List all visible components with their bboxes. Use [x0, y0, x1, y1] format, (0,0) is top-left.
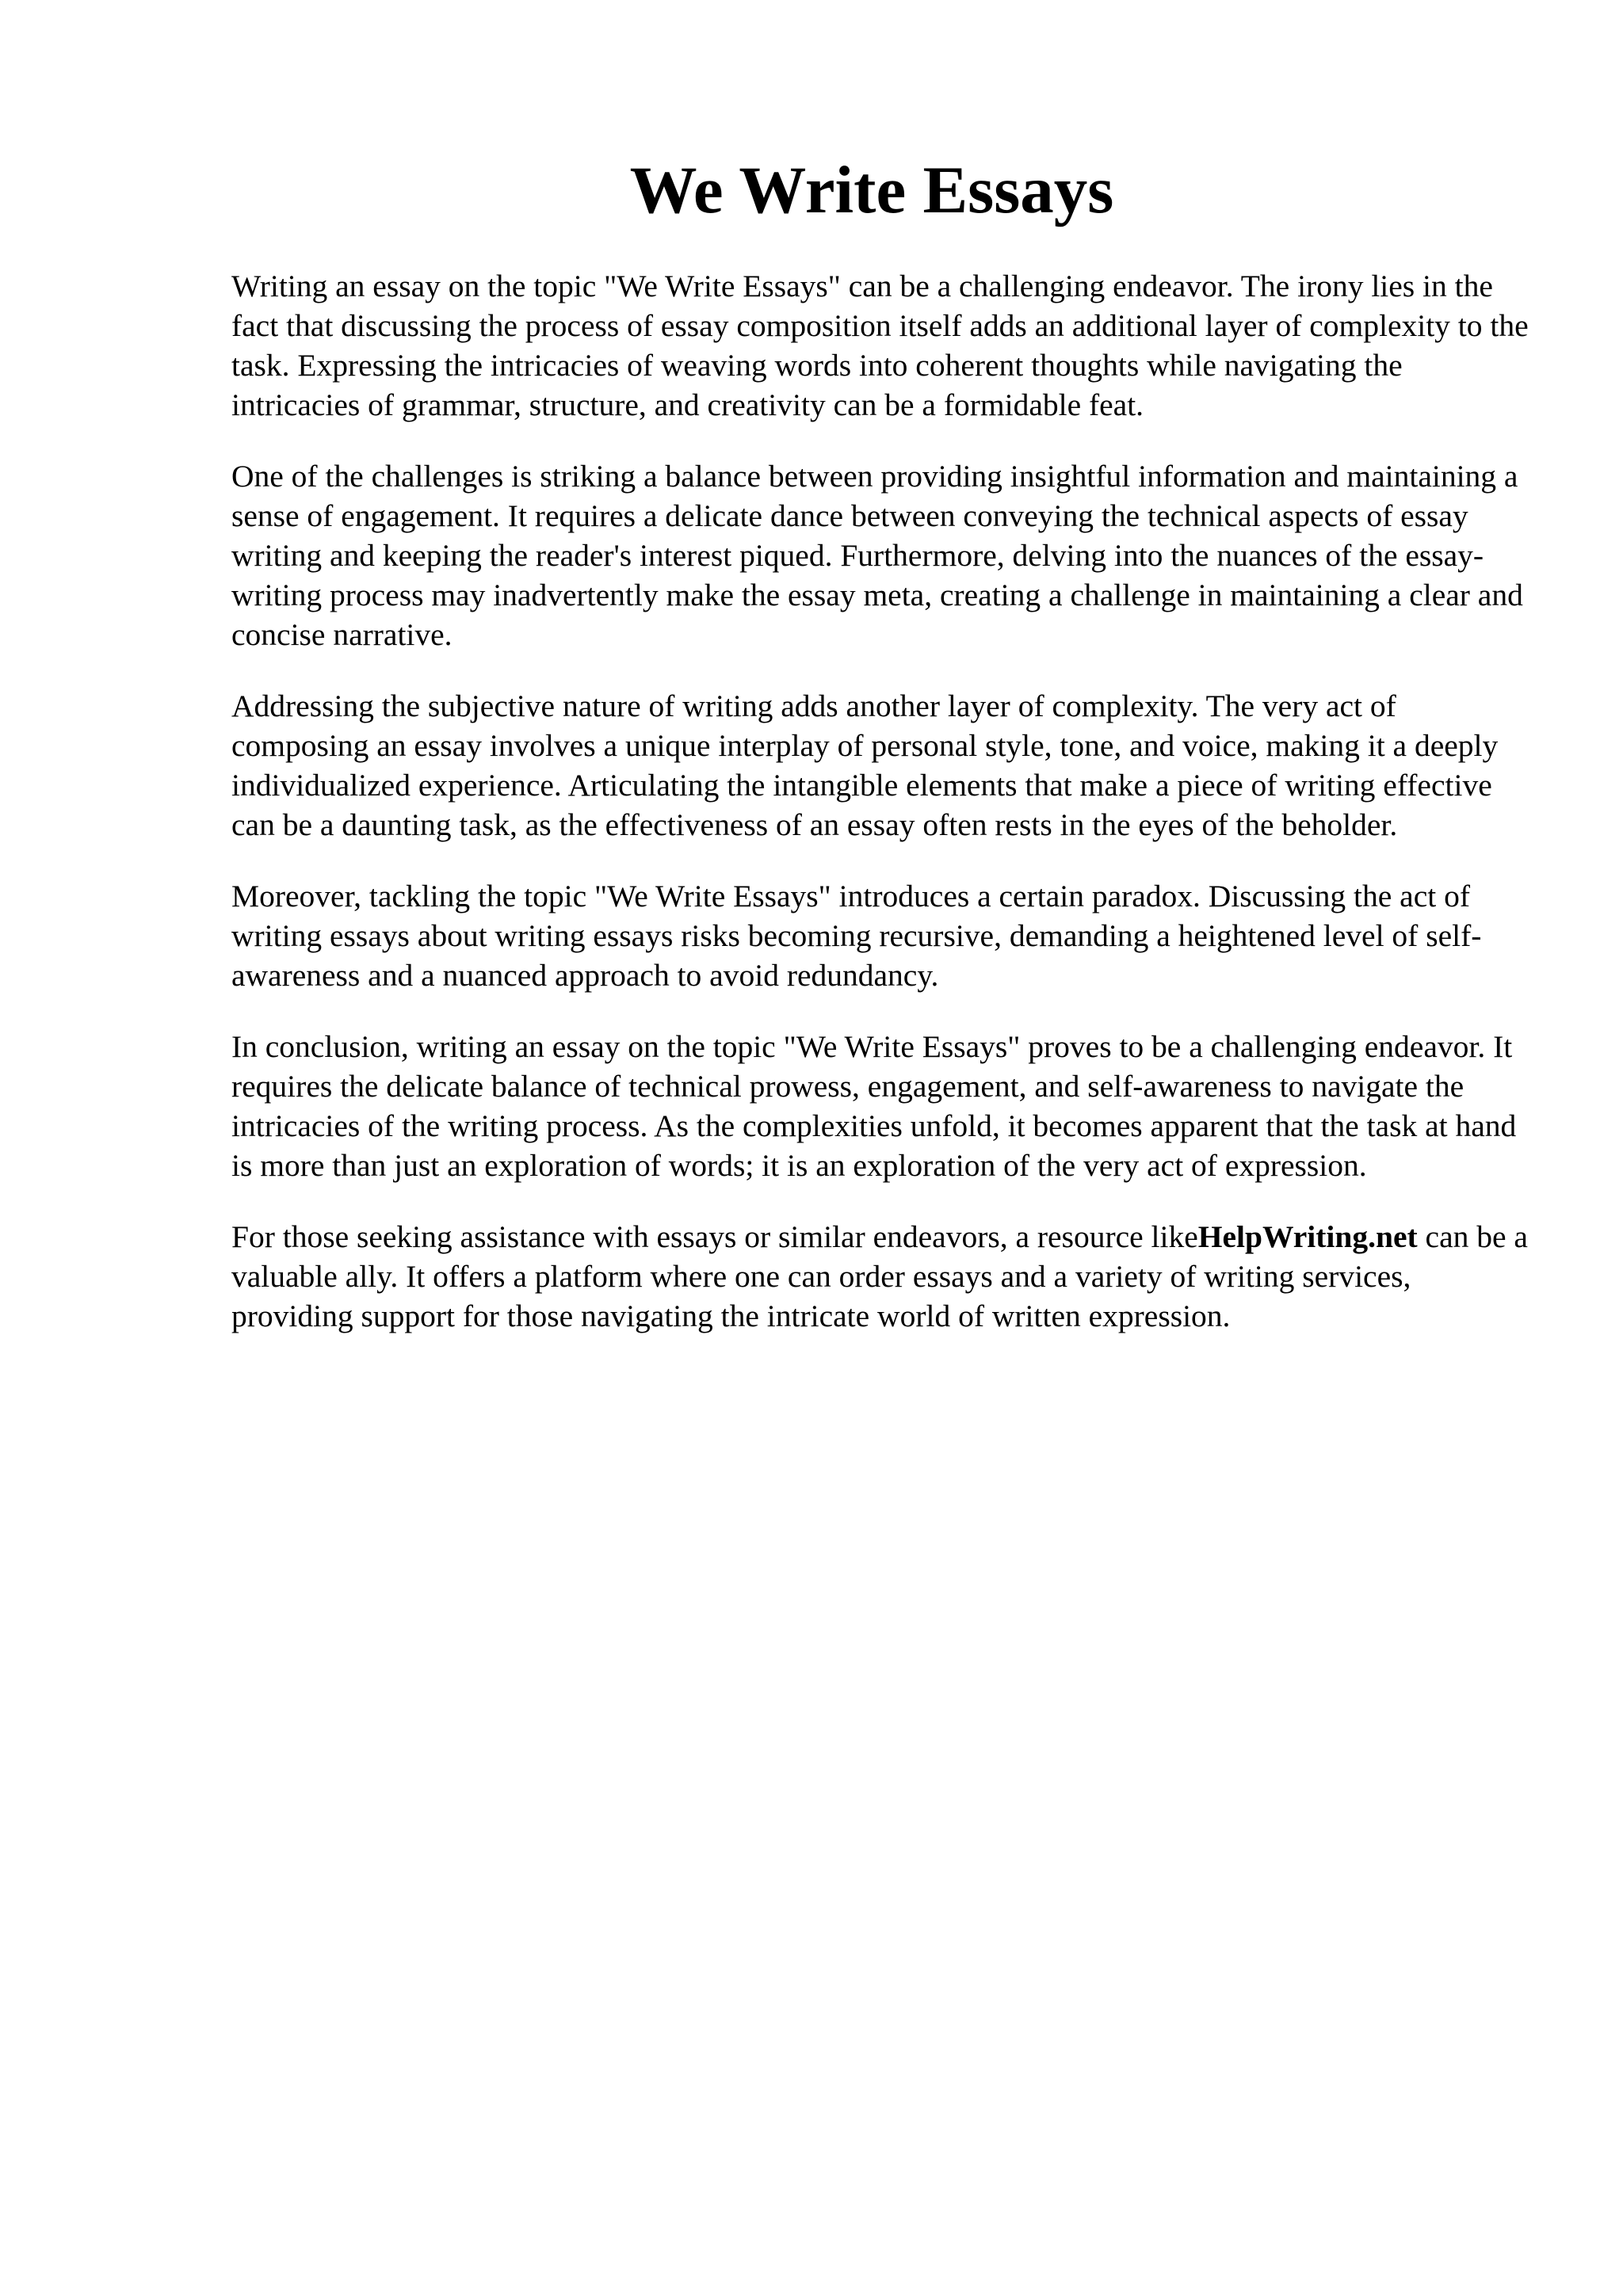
document-body: [231, 266, 1531, 1367]
paragraph-resource: [231, 1217, 1531, 1336]
paragraph-paradox: Moreover, tackling the topic "We Write Essays" introduces a certain paradox. Discussing the act of writing essays about writing essays risks becoming recursive, demanding a heightened level of self-awareness and a nuanced approach to avoid redundancy.: [231, 879, 1482, 993]
paragraph-challenges: One of the challenges is striking a balance between providing insightful information and maintaining a sense of engagement. It requires a delicate dance between conveying the technical aspects of essay writing and keeping the reader's interest piqued. Furthermore, delving into the nuances of the essay-writing process may inadvertently make the essay meta, creating a challenge in maintaining a clear and concise narrative.: [231, 459, 1523, 652]
document-title: We Write Essays: [629, 153, 1114, 227]
paragraph-subjective-nature: Addressing the subjective nature of writing adds another layer of complexity. The very act of composing an essay involves a unique interplay of personal style, tone, and voice, making it a deeply individualized experience. Articulating the intangible elements that make a piece of writing effective can be a daunting task, as the effectiveness of an essay often rests in the eyes of the beholder.: [231, 688, 1499, 842]
paragraph-conclusion: In conclusion, writing an essay on the topic "We Write Essays" proves to be a challenging endeavor. It requires the delicate balance of technical prowess, engagement, and self-awareness to navigate the intricacies of the writing process. As the complexities unfold, it becomes apparent that the task at hand is more than just an exploration of words; it is an exploration of the very act of expression.: [231, 1029, 1517, 1183]
paragraph-intro: Writing an essay on the topic "We Write Essays" can be a challenging endeavor. The irony lies in the fact that discussing the process of essay composition itself adds an additional layer of complexity to the task. Expressing the intricacies of weaving words into coherent thoughts while navigating the intricacies of grammar, structure, and creativity can be a formidable feat.: [231, 269, 1529, 422]
helpwriting-link[interactable]: HelpWriting.net: [1197, 1219, 1418, 1254]
resource-text-before: For those seeking assistance with essays or similar endeavors, a resource like: [231, 1219, 1198, 1254]
resource-text-after: can be a valuable ally. It offers a platform where one can order essays and a variety of writing services, providing support for those navigating the intricate world of written expression.: [231, 1219, 1528, 1333]
